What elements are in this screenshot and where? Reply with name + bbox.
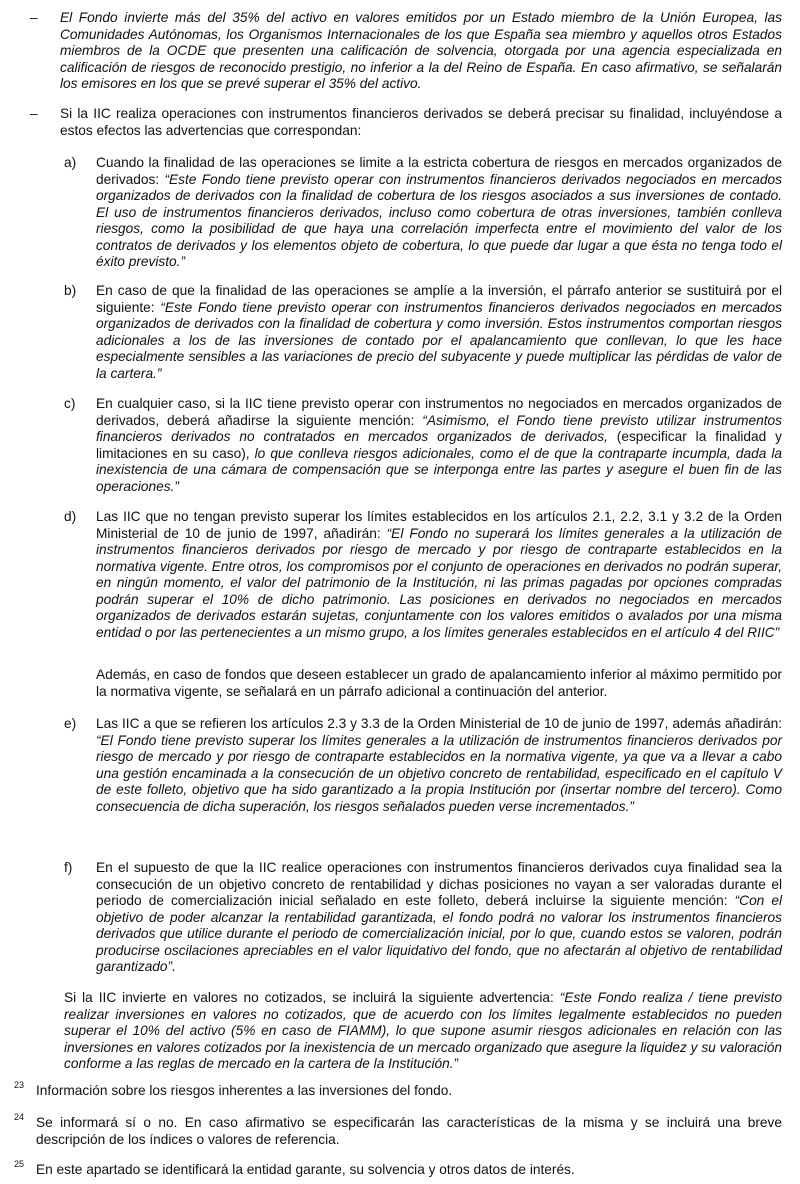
footnote-number: 25 bbox=[14, 1159, 25, 1169]
subitem-letter: d) bbox=[64, 509, 77, 524]
dash-item-ocde bbox=[30, 10, 782, 93]
subitem-italic: “Con el objetivo de poder alcanzar la rentabilidad garantizada, el fondo podrá no valorar los instrumentos financieros derivados que utilice durante el periodo de comercialización inicial, por lo que, cuando estos se valoren, podrán producirse oscilaciones apreciables en el valor liquidativo del fondo, que no afectarán al objetivo de rentabilidad garantizado”. bbox=[96, 893, 782, 974]
final-paragraph-lead: Si la IIC invierte en valores no cotizados, se incluirá la siguiente advertencia: bbox=[64, 990, 560, 1005]
subitem-text bbox=[96, 716, 782, 815]
subitem-italic: “El Fondo tiene previsto superar los límites generales a la utilización de instrumentos financieros derivados por riesgo de mercado y por riesgo de contraparte establecidos en la normativa vigente, ya que va a llevar a cabo una gestión encaminada a la consecución de un objetivo concreto de rentabilidad, especificado en el capítulo V de este folleto, objetivo que ha sido garantizado a la propia Institución por (insertar nombre del tercero). Como consecuencia de dicha superación, los riesgos señalados pueden verse incrementados.” bbox=[96, 732, 782, 814]
footnote-24 bbox=[14, 1112, 782, 1148]
footnote-text: En este apartado se identificará la entidad garante, su solvencia y otros datos de interés. bbox=[36, 1162, 575, 1177]
italic-text: El Fondo invierte más del 35% del activo en valores emitidos por un Estado miembro de la Unión Europea, las Comunidades Autónomas, los Organismos Internacionales de los que España sea miembro y aquellos otros Estados miembros de la OCDE que presenten una calificación de solvencia, otorgada por una agencia especializada en calificación de riesgos de reconocido prestigio, no inferior a la del Reino de España. En caso afirmativo, se señalarán los emisores en los que se prevé superar el 35% del activo. bbox=[60, 10, 782, 91]
footnote-text: Se informará sí o no. En caso afirmativo se especificarán las características de la misma y se incluirá una breve descripción de los índices o valores de referencia. bbox=[36, 1115, 782, 1147]
subitem-lead: En caso de que la finalidad de las operaciones se amplíe a la inversión, el párrafo anterior se sustituirá por el siguiente: bbox=[96, 283, 782, 315]
footnote-text: Información sobre los riesgos inherentes a las inversiones del fondo. bbox=[36, 1083, 453, 1098]
subitem-lead: En el supuesto de que la IIC realice operaciones con instrumentos financieros derivados cuya finalidad sea la consecución de un objetivo concreto de rentabilidad y dichas posiciones no vayan a ser valoradas durante el periodo de comercialización inicial señalado en este folleto, deberá incluirse la siguiente mención: bbox=[96, 860, 782, 908]
dash-item-text bbox=[60, 10, 782, 93]
subitem-italic: “Este Fondo tiene previsto operar con instrumentos financieros derivados negociados en mercados organizados de derivados con la finalidad de cobertura de los riesgos asociados a sus inversiones de contado. El uso de instrumentos financieros derivados, incluso como cobertura de otras inversiones, también conlleva riesgos, como la posibilidad de que haya una correlación imperfecta entre el movimiento del valor de los contratos de derivados y los elementos objeto de cobertura, lo que puede dar lugar a que ésta no tenga todo el éxito previsto.” bbox=[96, 171, 782, 269]
subitem-italic: “Asimismo, el Fondo tiene previsto utilizar instrumentos financieros derivados no contratados en mercados organizados de derivados, bbox=[96, 412, 782, 444]
subitem-text bbox=[96, 509, 782, 641]
dash-marker: – bbox=[30, 106, 38, 121]
dash-marker: – bbox=[30, 10, 38, 25]
subitem-italic: “Este Fondo tiene previsto operar con instrumentos financieros derivados negociados en mercados organizados de derivados con la finalidad de cobertura y como inversión. Estos instrumentos comportan riesgos adicionales a los de las inversiones de contado por el apalancamiento que conllevan, lo que les hace especialmente sensibles a las variaciones de precio del subyacente y puede multiplicar las pérdidas de valor de la cartera.” bbox=[96, 299, 782, 381]
subitem-italic-2: lo que conlleva riesgos adicionales, como el de que la contraparte incumpla, dada la inexistencia de una cámara de compensación que se interponga entre las partes y asegure el buen fin de las operaciones.” bbox=[96, 445, 783, 494]
footnote-25 bbox=[14, 1159, 782, 1179]
subitem-b bbox=[64, 283, 782, 382]
subitem-text bbox=[96, 283, 782, 382]
subitem-text bbox=[96, 860, 782, 976]
subitem-lead: Cuando la finalidad de las operaciones se limite a la estricta cobertura de riesgos en mercados organizados de derivados: bbox=[96, 155, 782, 187]
subitem-mid: (especificar la finalidad y limitaciones en su caso), bbox=[96, 429, 782, 461]
subitem-lead: Las IIC que no tengan previsto superar los límites establecidos en los artículos 2.1, 2.2, 3.1 y 3.2 de la Orden Ministerial de 10 de junio de 1997, añadirán: bbox=[96, 509, 782, 541]
subitem-letter: f) bbox=[64, 860, 73, 875]
subitem-c bbox=[64, 396, 782, 495]
subitem-text bbox=[96, 396, 782, 495]
subitem-e bbox=[64, 716, 782, 815]
footnote-23 bbox=[14, 1080, 782, 1100]
subitem-d bbox=[64, 509, 782, 641]
subitem-text bbox=[96, 155, 782, 271]
dash-item-text: Si la IIC realiza operaciones con instrumentos financieros derivados se deberá precisar su finalidad, incluyéndose a estos efectos las advertencias que correspondan: bbox=[60, 106, 782, 138]
final-paragraph bbox=[64, 990, 782, 1073]
subitem-a bbox=[64, 155, 782, 271]
subitem-italic: “El Fondo no superará los límites generales a la utilización de instrumentos financieros derivados por riesgo de mercado y por riesgo de contraparte establecidos en la normativa vigente. Entre otros, los compromisos por el conjunto de operaciones en derivados no podrán superar, en ningún momento, el valor del patrimonio de la Institución, ni las primas pagadas por opciones compradas podrán superar el 10% de dicho patrimonio. Las posiciones en derivados no negociados en mercados organizados de derivados estarán sujetas, conjuntamente con los valores emitidos o avalados por una misma entidad o por las pertenecientes a un mismo grupo, a los límites generales establecidos en el artículo 4 del RIIC” bbox=[96, 525, 782, 640]
subitem-lead: En cualquier caso, si la IIC tiene previsto operar con instrumentos no negociados en mercados organizados de derivados, deberá añadirse la siguiente mención: bbox=[96, 396, 782, 428]
final-paragraph-italic: “Este Fondo realiza / tiene previsto realizar inversiones en valores no cotizados, que de acuerdo con los límites legalmente establecidos no pueden superar el 10% del activo (5% en caso de FIAMM), lo que supone asumir riesgos adicionales en relación con las inversiones en valores cotizados por la inexistencia de un mercado organizado que asegure la liquidez y su valoración conforme a las reglas de mercado en la cartera de la Institución.” bbox=[64, 990, 782, 1071]
subitem-letter: e) bbox=[64, 716, 77, 731]
subitem-letter: c) bbox=[64, 396, 76, 411]
subitem-letter: a) bbox=[64, 155, 77, 170]
footnote-number: 23 bbox=[14, 1080, 25, 1090]
subitem-f bbox=[64, 860, 782, 976]
subitem-lead: Las IIC a que se refieren los artículos 2.3 y 3.3 de la Orden Ministerial de 10 de junio de 1997, además añadirán: bbox=[96, 716, 782, 731]
subitem-letter: b) bbox=[64, 283, 77, 298]
subitem-d-extra: Además, en caso de fondos que deseen establecer un grado de apalancamiento inferior al máximo permitido por la normativa vigente, se señalará en un párrafo adicional a continuación del anterior. bbox=[96, 667, 782, 699]
dash-item-derivados bbox=[30, 106, 782, 139]
footnote-number: 24 bbox=[14, 1112, 25, 1122]
